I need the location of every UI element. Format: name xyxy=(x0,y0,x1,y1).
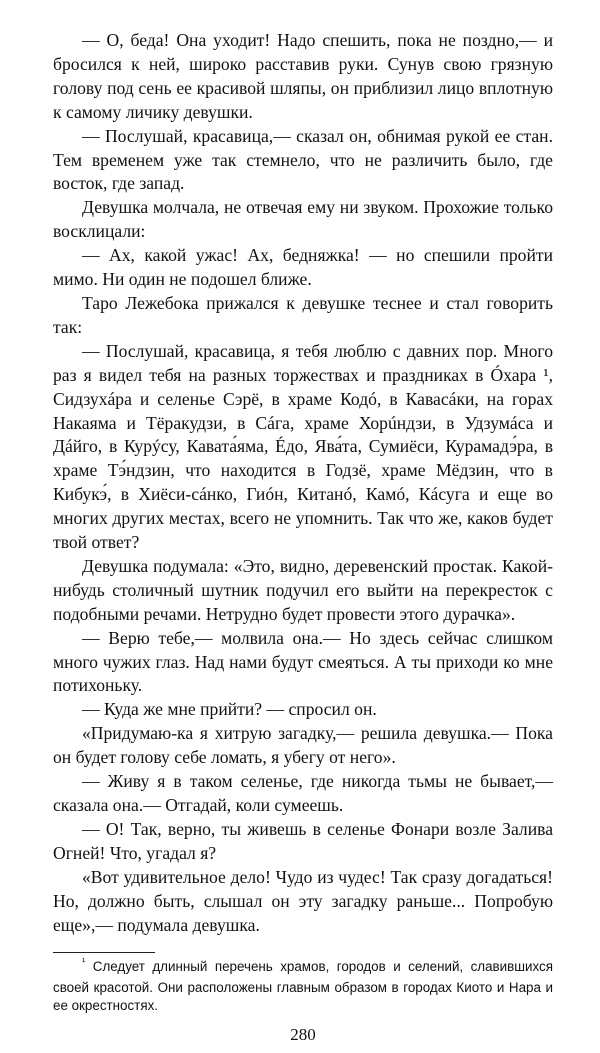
footnote xyxy=(53,958,553,1015)
paragraph-1: — О, беда! Она уходит! Надо спешить, пока не поздно,— и бросился к ней, широко расставив руки. Сунув свою грязную голову под сень ее красивой шляпы, он приблизил лицо вплотную к самому личику девушки. xyxy=(53,30,553,122)
paragraph-4: — Ах, какой ужас! Ах, бедняжка! — но спешили пройти мимо. Ни один не подошел ближе. xyxy=(53,245,553,290)
paragraph-8: — Верю тебе,— молвила она.— Но здесь сейчас слишком много чужих глаз. Над нами будут смеяться. А ты приходи ко мне потихоньку. xyxy=(53,627,553,696)
footnote-marker: ¹ xyxy=(82,957,86,969)
paragraph-7: Девушка подумала: «Это, видно, деревенский простак. Какой-нибудь столичный шутник подучил его выйти на перекресток с подобными речами. Нетрудно будет провести этого дурачка». xyxy=(53,555,553,624)
footnote-divider xyxy=(53,952,155,953)
page-number: 280 xyxy=(290,1025,316,1045)
paragraph-12: — О! Так, верно, ты живешь в селенье Фонари возле Залива Огней! Что, угадал я? xyxy=(53,818,553,863)
main-text xyxy=(53,29,553,937)
paragraph-2: — Послушай, красавица,— сказал он, обнимая рукой ее стан. Тем временем уже так стемнело, что не различить было, где восток, где запад. xyxy=(53,125,553,194)
paragraph-10: «Придумаю-ка я хитрую загадку,— решила девушка.— Пока он будет голову себе ломать, я убегу от него». xyxy=(53,723,553,768)
paragraph-9: — Куда же мне прийти? — спросил он. xyxy=(82,699,377,720)
paragraph-5: Таро Лежебока прижался к девушке теснее и стал говорить так: xyxy=(53,292,553,337)
paragraph-13: «Вот удивительное дело! Чудо из чудес! Так сразу догадаться! Но, должно быть, слышал он эту загадку раньше... Попробую еще»,— подумала девушка. xyxy=(53,866,553,935)
paragraph-6: — Послушай, красавица, я тебя люблю с давних пор. Много раз я видел тебя на разных торжествах и праздниках в Óхара ¹, Сидзухáра и селенье Сэрё, в храме Кодó, в Кавасáки, на горах Накаяма и Тёракудзи, в Сáга, храме Хорúндзи, в Удзумáса и Дáйго, в Курýсу, Кавата́яма, Éдо, Ява́та, Сумиёси, Курамадэ́ра, в храме Тэ́ндзин, что находится в Годзё, храме Мёдзин, что в Кибукэ́, в Хиёси-сáнко, Гиóн, Китанó, Камó, Кáсуга и еще во многих других местах, всего не упомнить. Так что же, каков будет твой ответ? xyxy=(53,340,553,553)
footnote-text: Следует длинный перечень храмов, городов и селений, славившихся своей красотой. Они расположены главным образом в городах Киото и Нара и ее окрестностях. xyxy=(53,959,553,1013)
paragraph-11: — Живу я в таком селенье, где никогда тьмы не бывает,— сказала она.— Отгадай, коли сумеешь. xyxy=(53,771,553,815)
paragraph-3: Девушка молчала, не отвечая ему ни звуком. Прохожие только восклицали: xyxy=(53,197,553,242)
